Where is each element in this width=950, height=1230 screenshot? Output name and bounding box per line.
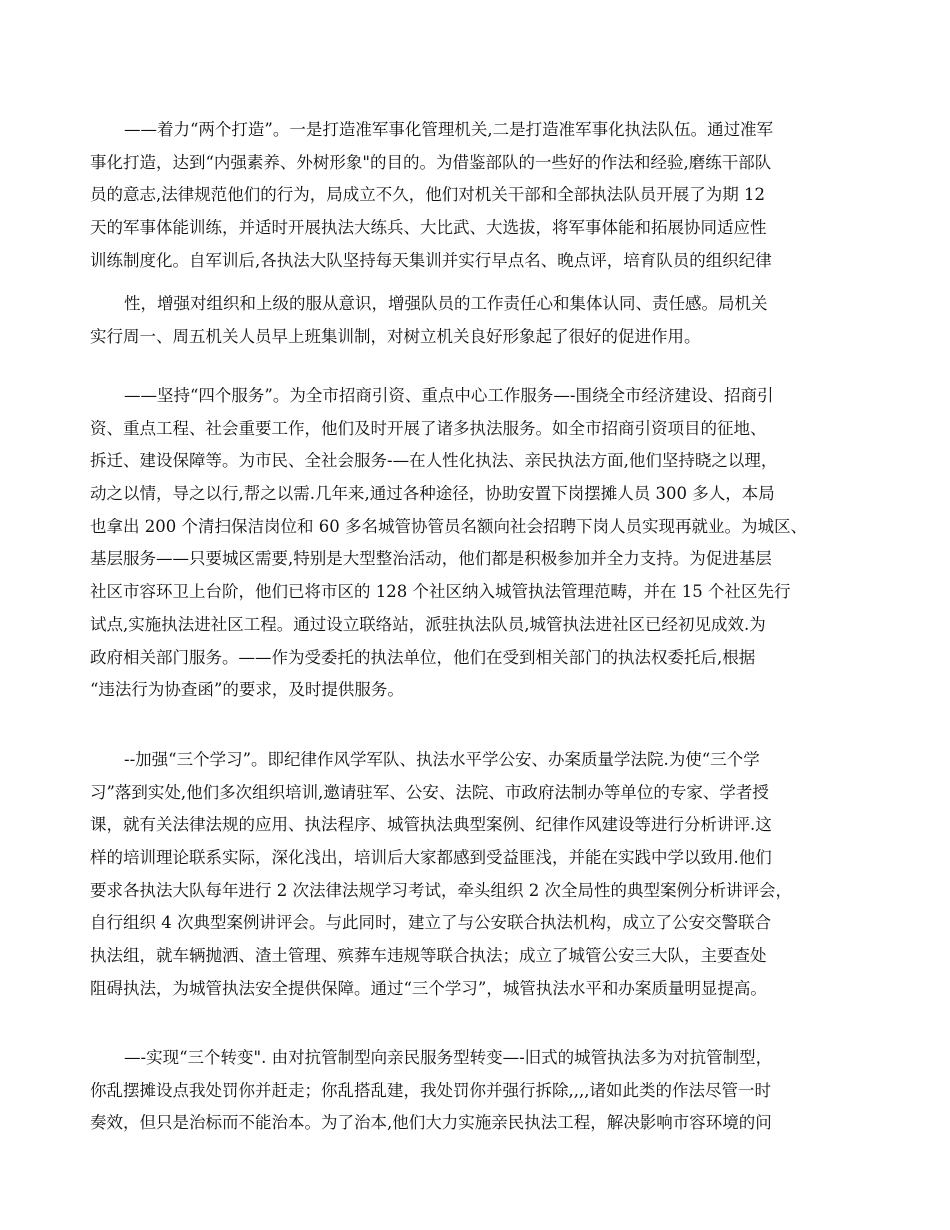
text-line: 政府相关部门服务。——作为受委托的执法单位，他们在受到相关部门的执法权委托后,根据 [90,647,756,667]
text-line: ——着力“两个打造”。一是打造准军事化管理机关,二是打造准军事化执法队伍。通过准军 [124,120,774,139]
paragraph-two-builds [90,114,860,277]
text-line: 阻碍执法，为城管执法安全提供保障。通过“三个学习”，城管执法水平和办案质量明显提高。 [90,978,767,998]
text-line: 课，就有关法律法规的应用、执法程序、城管执法典型案例、纪律作风建设等进行分析讲评.这 [90,815,772,835]
text-line: 奏效，但只是治标而不能治本。为了治本,他们大力实施亲民执法工程，解决影响市容环境的问 [90,1113,772,1133]
text-line: “违法行为协查函”的要求，及时提供服务。 [90,680,404,700]
text-line: 也拿出 200 个清扫保洁岗位和 60 多名城管协管员名额向社会招聘下岗人员实现再就业。为城区、 [90,516,807,536]
text-line: --加强“三个学习”。即纪律作风学军队、执法水平学公安、办案质量学法院.为使“三个学 [124,750,760,769]
text-line: 拆迁、建设保障等。为市民、全社会服务-—在人性化执法、亲民执法方面,他们坚持晓之以理， [90,451,778,471]
text-line: 执法组，就车辆抛洒、渣土管理、殡葬车违规等联合执法；成立了城管公安三大队，主要查处 [90,946,767,966]
text-line: ——坚持“四个服务”。为全市招商引资、重点中心工作服务—-围绕全市经济建设、招商引 [124,386,774,405]
text-line: 习”落到实处,他们多次组织培训,邀请驻军、公安、法院、市政府法制办等单位的专家、学者授 [90,782,769,802]
text-line: 要求各执法大队每年进行 2 次法律法规学习考试，牵头组织 2 次全局性的典型案例分析讲评会， [90,880,792,900]
text-line: 试点,实施执法进社区工程。通过设立联络站，派驻执法队员,城管执法进社区已经初见成效.为 [90,614,766,634]
text-line: —-实现“三个转变". 由对抗管制型向亲民服务型转变—-旧式的城管执法多为对抗管制型， [124,1048,773,1067]
text-line: 样的培训理论联系实际，深化浅出，培训后大家都感到受益匪浅，并能在实践中学以致用.他们 [90,848,772,868]
text-line: 性，增强对组织和上级的服从意识，增强队员的工作责任心和集体认同、责任感。局机关 [124,294,768,313]
text-line: 社区市容环卫上台阶，他们已将市区的 128 个社区纳入城管执法管理范畴，并在 15 个社区先行 [90,582,791,602]
text-line: 自行组织 4 次典型案例讲评会。与此同时，建立了与公安联合执法机构，成立了公安交警联合 [90,913,771,933]
text-line: 天的军事体能训练，并适时开展执法大练兵、大比武、大选拔，将军事体能和拓展协同适应性 [90,218,767,238]
paragraph-three-learnings [90,744,860,1006]
text-line: 你乱摆摊设点我处罚你并赶走；你乱搭乱建，我处罚你并强行拆除,,,,诸如此类的作法尽管一时 [90,1080,771,1100]
paragraph-four-services [90,380,860,707]
text-line: 资、重点工程、社会重要工作，他们及时开展了诸多执法服务。如全市招商引资项目的征地、 [90,418,767,438]
text-line: 基层服务——只要城区需要,特别是大型整治活动，他们都是积极参加并全力支持。为促进基层 [90,549,772,569]
text-line: 实行周一、周五机关人员早上班集训制，对树立机关良好形象起了很好的促进作用。 [90,326,701,346]
text-line: 动之以情，导之以行,帮之以需.几年来,通过各种途径，协助安置下岗摆摊人员 300 多人，本局 [90,484,775,504]
text-line: 员的意志,法律规范他们的行为，局成立不久，他们对机关干部和全部执法队员开展了为期 12 [90,185,765,205]
paragraph-discipline-continued [90,288,860,353]
text-line: 训练制度化。自军训后,各执法大队坚持每天集训并实行早点名、晚点评，培育队员的组织纪律 [90,250,772,270]
text-line: 事化打造，达到“内强素养、外树形象"的目的。为借鉴部队的一些好的作法和经验,磨练干部队 [90,152,772,172]
paragraph-three-changes [90,1042,860,1140]
